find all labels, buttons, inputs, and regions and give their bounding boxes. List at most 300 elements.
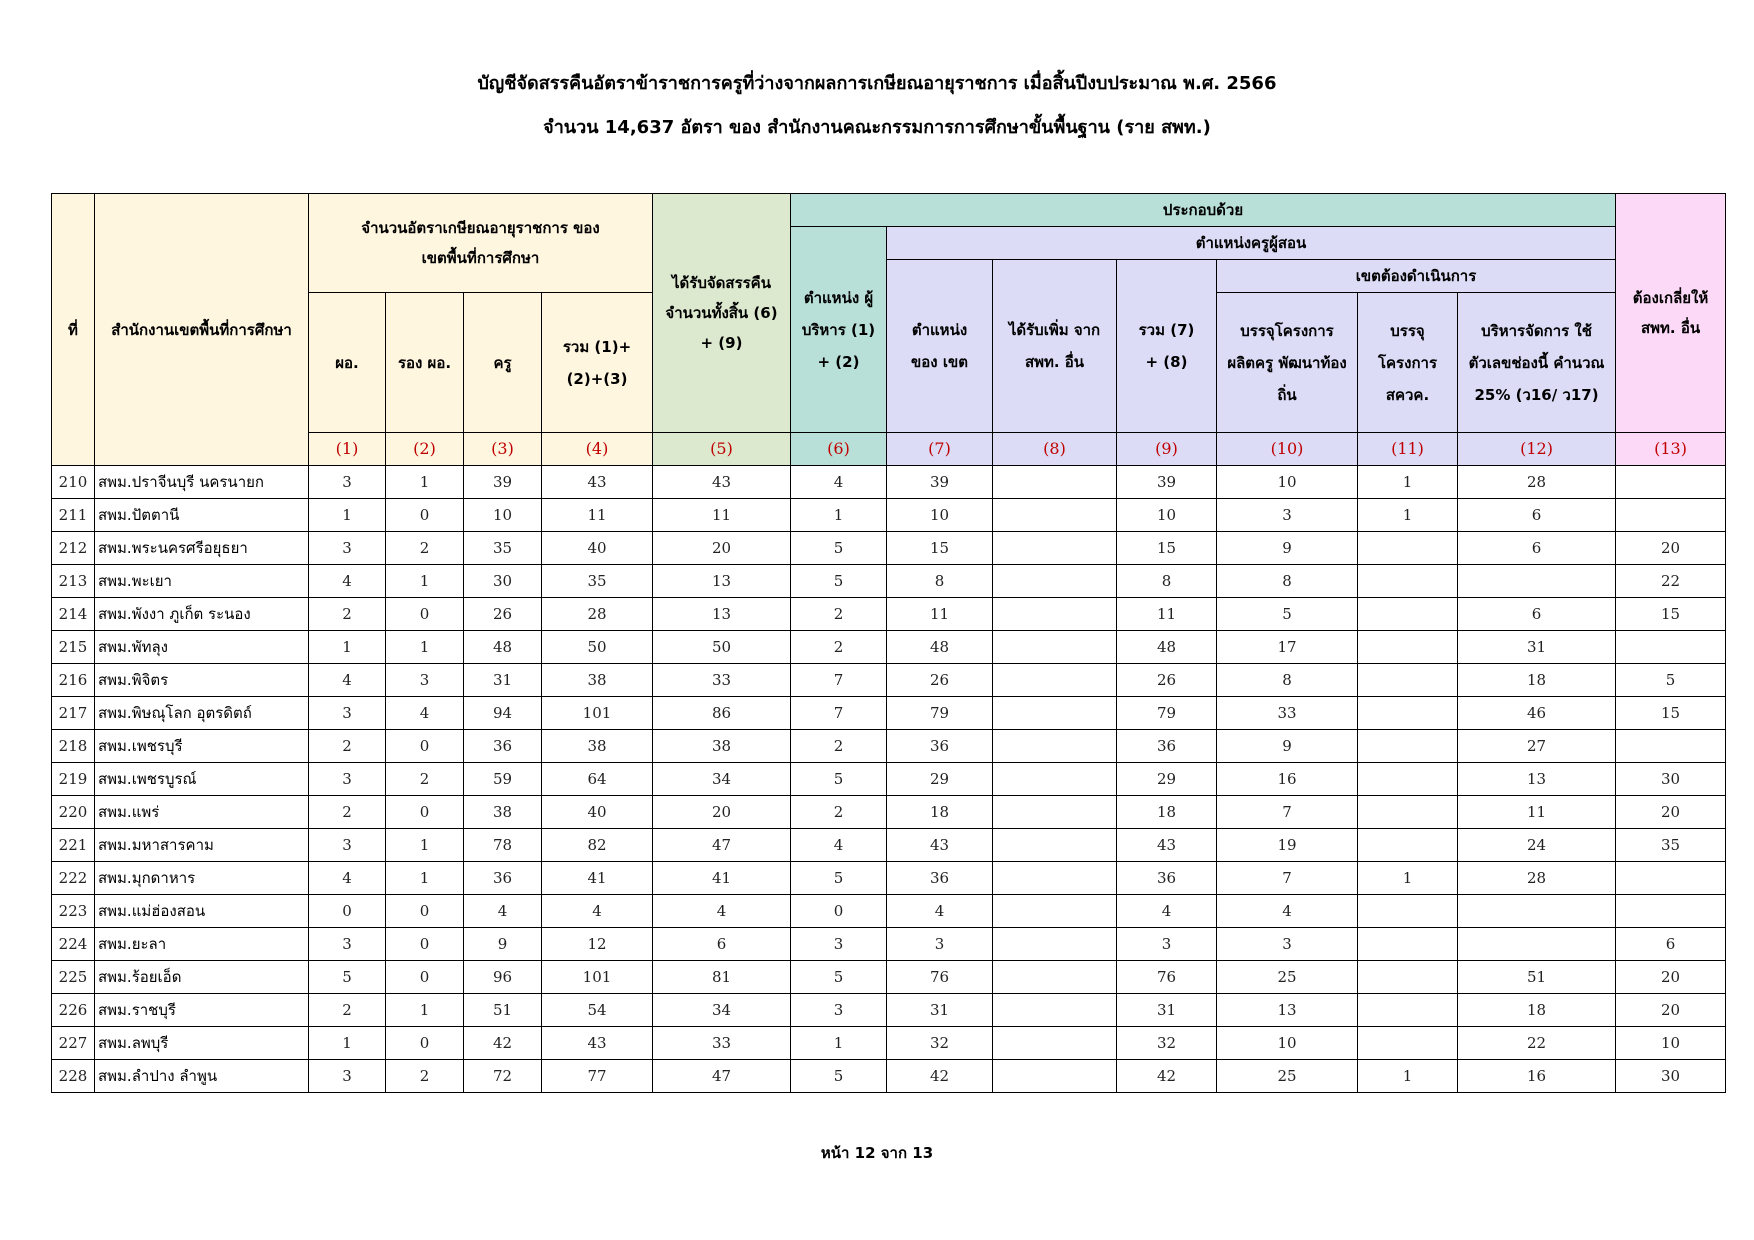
cell-col10: 16 [1217,763,1358,796]
cell-col13: 15 [1616,697,1726,730]
cell-col9: 48 [1117,631,1217,664]
office-name: สพม.ลำปาง ลำพูน [95,1060,309,1093]
col5-label: ได้รับจัดสรรคืน จำนวนทั้งสิ้น (6) + (9) [665,274,778,352]
col7-label: ตำแหน่งของ เขต [911,321,968,371]
header-col13 [1616,194,1726,433]
row-number: 224 [52,928,95,961]
row-number: 215 [52,631,95,664]
cell-col3: 78 [464,829,542,862]
row-number: 210 [52,466,95,499]
office-name: สพม.พิษณุโลก อุตรดิตถ์ [95,697,309,730]
cell-col3: 51 [464,994,542,1027]
cell-col6: 5 [791,532,887,565]
cell-col11 [1358,829,1458,862]
cell-col2: 1 [386,829,464,862]
cell-col7: 36 [887,862,993,895]
cell-col9: 42 [1117,1060,1217,1093]
cell-col10: 5 [1217,598,1358,631]
row-number: 213 [52,565,95,598]
row-number: 219 [52,763,95,796]
cell-col8 [993,928,1117,961]
cell-col7: 48 [887,631,993,664]
cell-col10: 7 [1217,796,1358,829]
cell-col12: 27 [1458,730,1616,763]
cell-col7: 43 [887,829,993,862]
row-number: 227 [52,1027,95,1060]
cell-col2: 2 [386,532,464,565]
allocation-table [51,193,1726,1093]
cell-col3: 39 [464,466,542,499]
table-row [52,862,1726,895]
cell-col4: 82 [542,829,653,862]
cell-col1: 2 [309,994,386,1027]
header-col2: รอง ผอ. [386,293,464,433]
colnum-3: (3) [464,433,542,466]
cell-col6: 3 [791,928,887,961]
cell-col6: 5 [791,961,887,994]
cell-col10: 9 [1217,730,1358,763]
cell-col9: 8 [1117,565,1217,598]
cell-col3: 9 [464,928,542,961]
col10-label: บรรจุโครงการ ผลิตครู พัฒนาท้องถิ่น [1227,321,1347,404]
col11-label: บรรจุ โครงการ สควค. [1377,321,1438,404]
cell-col4: 43 [542,1027,653,1060]
cell-col2: 0 [386,499,464,532]
cell-col1: 3 [309,763,386,796]
colnum-4: (4) [542,433,653,466]
cell-col7: 11 [887,598,993,631]
cell-col2: 0 [386,1027,464,1060]
cell-col9: 18 [1117,796,1217,829]
cell-col11 [1358,994,1458,1027]
cell-col2: 1 [386,565,464,598]
cell-col11 [1358,565,1458,598]
cell-col13: 20 [1616,532,1726,565]
cell-col13: 6 [1616,928,1726,961]
cell-col13 [1616,895,1726,928]
cell-col2: 1 [386,466,464,499]
cell-col12: 28 [1458,466,1616,499]
cell-col3: 38 [464,796,542,829]
cell-col3: 42 [464,1027,542,1060]
cell-col3: 4 [464,895,542,928]
cell-col5: 34 [653,994,791,1027]
cell-col11: 1 [1358,862,1458,895]
colnum-10: (10) [1217,433,1358,466]
colnum-11: (11) [1358,433,1458,466]
header-retire-group [309,194,653,293]
office-name: สพม.มุกดาหาร [95,862,309,895]
office-name: สพม.แพร่ [95,796,309,829]
cell-col11 [1358,1027,1458,1060]
office-name: สพม.ยะลา [95,928,309,961]
cell-col2: 0 [386,961,464,994]
cell-col2: 4 [386,697,464,730]
cell-col6: 0 [791,895,887,928]
cell-col10: 19 [1217,829,1358,862]
cell-col11 [1358,763,1458,796]
cell-col12: 13 [1458,763,1616,796]
cell-col2: 0 [386,598,464,631]
cell-col1: 3 [309,466,386,499]
cell-col3: 30 [464,565,542,598]
cell-col11: 1 [1358,499,1458,532]
cell-col7: 36 [887,730,993,763]
cell-col9: 36 [1117,730,1217,763]
cell-col6: 2 [791,796,887,829]
cell-col9: 11 [1117,598,1217,631]
colnum-2: (2) [386,433,464,466]
cell-col10: 13 [1217,994,1358,1027]
row-number: 218 [52,730,95,763]
cell-col1: 2 [309,796,386,829]
cell-col9: 36 [1117,862,1217,895]
cell-col12: 6 [1458,598,1616,631]
cell-col8 [993,565,1117,598]
cell-col4: 54 [542,994,653,1027]
cell-col9: 31 [1117,994,1217,1027]
cell-col5: 86 [653,697,791,730]
cell-col4: 50 [542,631,653,664]
cell-col5: 41 [653,862,791,895]
header-consist: ประกอบด้วย [791,194,1616,227]
header-col11 [1358,293,1458,433]
cell-col13: 15 [1616,598,1726,631]
cell-col7: 79 [887,697,993,730]
row-number: 226 [52,994,95,1027]
cell-col8 [993,664,1117,697]
cell-col13: 22 [1616,565,1726,598]
cell-col3: 72 [464,1060,542,1093]
cell-col1: 5 [309,961,386,994]
cell-col10: 8 [1217,565,1358,598]
cell-col5: 34 [653,763,791,796]
cell-col1: 3 [309,697,386,730]
table-row [52,895,1726,928]
cell-col13 [1616,730,1726,763]
row-number: 216 [52,664,95,697]
cell-col11 [1358,730,1458,763]
cell-col9: 43 [1117,829,1217,862]
cell-col5: 20 [653,796,791,829]
cell-col10: 4 [1217,895,1358,928]
cell-col7: 15 [887,532,993,565]
col6-label: ตำแหน่ง ผู้บริหาร (1) + (2) [801,288,876,371]
header-office: สำนักงานเขตพื้นที่การศึกษา [95,194,309,466]
cell-col7: 29 [887,763,993,796]
cell-col3: 48 [464,631,542,664]
cell-col3: 36 [464,862,542,895]
cell-col10: 3 [1217,928,1358,961]
document-title: บัญชีจัดสรรคืนอัตราข้าราชการครูที่ว่างจากผลการเกษียณอายุราชการ เมื่อสิ้นปีงบประมาณ พ.ศ. 2566 [477,73,1277,94]
cell-col1: 1 [309,1027,386,1060]
row-number: 228 [52,1060,95,1093]
office-name: สพม.พระนครศรีอยุธยา [95,532,309,565]
cell-col9: 4 [1117,895,1217,928]
cell-col5: 43 [653,466,791,499]
table-row [52,796,1726,829]
table-row [52,598,1726,631]
table-row [52,565,1726,598]
cell-col13 [1616,631,1726,664]
header-col7 [887,260,993,433]
cell-col4: 77 [542,1060,653,1093]
cell-col5: 4 [653,895,791,928]
cell-col13: 5 [1616,664,1726,697]
cell-col3: 10 [464,499,542,532]
cell-col8 [993,994,1117,1027]
cell-col12: 24 [1458,829,1616,862]
cell-col8 [993,895,1117,928]
cell-col8 [993,961,1117,994]
colnum-12: (12) [1458,433,1616,466]
cell-col8 [993,466,1117,499]
header-col6 [791,227,887,433]
cell-col12: 6 [1458,499,1616,532]
cell-col6: 1 [791,1027,887,1060]
cell-col13: 30 [1616,1060,1726,1093]
table-row [52,532,1726,565]
table-row [52,763,1726,796]
office-name: สพม.ลพบุรี [95,1027,309,1060]
cell-col1: 4 [309,664,386,697]
header-col3: ครู [464,293,542,433]
cell-col10: 7 [1217,862,1358,895]
header-col10 [1217,293,1358,433]
row-number: 214 [52,598,95,631]
cell-col5: 81 [653,961,791,994]
col8-label: ได้รับเพิ่ม จาก สพท. อื่น [1008,321,1101,371]
cell-col9: 10 [1117,499,1217,532]
cell-col4: 40 [542,796,653,829]
table-row [52,829,1726,862]
cell-col6: 5 [791,763,887,796]
cell-col11 [1358,928,1458,961]
row-number: 222 [52,862,95,895]
cell-col12: 11 [1458,796,1616,829]
table-row [52,730,1726,763]
cell-col4: 101 [542,697,653,730]
cell-col2: 0 [386,928,464,961]
cell-col10: 8 [1217,664,1358,697]
office-name: สพม.ราชบุรี [95,994,309,1027]
cell-col9: 26 [1117,664,1217,697]
cell-col12: 16 [1458,1060,1616,1093]
cell-col10: 17 [1217,631,1358,664]
office-name: สพม.พังงา ภูเก็ต ระนอง [95,598,309,631]
table-body [52,466,1726,1093]
table-row [52,1027,1726,1060]
cell-col13: 35 [1616,829,1726,862]
cell-col5: 13 [653,565,791,598]
cell-col3: 35 [464,532,542,565]
cell-col2: 0 [386,796,464,829]
cell-col6: 2 [791,598,887,631]
col4-label: รวม (1)+(2)+(3) [562,337,632,388]
col12-label: บริหารจัดการ ใช้ตัวเลขช่องนี้ คำนวณ 25% (ว16/ ว17) [1468,321,1605,404]
cell-col10: 25 [1217,1060,1358,1093]
header-col5 [653,194,791,433]
cell-col7: 3 [887,928,993,961]
cell-col8 [993,1027,1117,1060]
cell-col5: 47 [653,1060,791,1093]
office-name: สพม.มหาสารคาม [95,829,309,862]
table-row [52,697,1726,730]
cell-col13: 20 [1616,994,1726,1027]
cell-col12 [1458,928,1616,961]
cell-col6: 7 [791,697,887,730]
cell-col4: 28 [542,598,653,631]
cell-col13: 20 [1616,796,1726,829]
cell-col6: 4 [791,466,887,499]
cell-col9: 15 [1117,532,1217,565]
cell-col4: 41 [542,862,653,895]
cell-col7: 4 [887,895,993,928]
cell-col1: 3 [309,928,386,961]
cell-col1: 0 [309,895,386,928]
document-subtitle: จำนวน 14,637 อัตรา ของ สำนักงานคณะกรรมการการศึกษาขั้นพื้นฐาน (ราย สพท.) [543,117,1211,138]
cell-col8 [993,697,1117,730]
cell-col1: 1 [309,631,386,664]
row-number: 225 [52,961,95,994]
cell-col1: 2 [309,730,386,763]
table-row [52,631,1726,664]
row-number: 217 [52,697,95,730]
cell-col11 [1358,664,1458,697]
cell-col12: 22 [1458,1027,1616,1060]
cell-col9: 76 [1117,961,1217,994]
cell-col3: 36 [464,730,542,763]
cell-col2: 1 [386,994,464,1027]
cell-col9: 3 [1117,928,1217,961]
col13-label: ต้องเกลี่ยให้ สพท. อื่น [1632,289,1709,337]
colnum-5: (5) [653,433,791,466]
cell-col5: 33 [653,1027,791,1060]
cell-col6: 2 [791,631,887,664]
cell-col7: 32 [887,1027,993,1060]
cell-col8 [993,829,1117,862]
cell-col4: 38 [542,730,653,763]
cell-col12: 28 [1458,862,1616,895]
header-col8 [993,260,1117,433]
cell-col11 [1358,631,1458,664]
cell-col3: 31 [464,664,542,697]
header-col9 [1117,260,1217,433]
col9-label: รวม (7) + (8) [1138,321,1195,371]
table-row [52,664,1726,697]
cell-col4: 40 [542,532,653,565]
office-name: สพม.ปราจีนบุรี นครนายก [95,466,309,499]
cell-col12: 46 [1458,697,1616,730]
cell-col8 [993,862,1117,895]
header-col12 [1458,293,1616,433]
cell-col1: 3 [309,1060,386,1093]
cell-col4: 38 [542,664,653,697]
cell-col4: 64 [542,763,653,796]
cell-col8 [993,796,1117,829]
row-number: 221 [52,829,95,862]
cell-col7: 8 [887,565,993,598]
cell-col12: 18 [1458,664,1616,697]
cell-col1: 2 [309,598,386,631]
cell-col7: 31 [887,994,993,1027]
header-district-group: เขตต้องดำเนินการ [1217,260,1616,293]
cell-col12 [1458,565,1616,598]
cell-col7: 76 [887,961,993,994]
cell-col2: 2 [386,1060,464,1093]
cell-col13 [1616,862,1726,895]
cell-col8 [993,730,1117,763]
office-name: สพม.พะเยา [95,565,309,598]
table-row [52,961,1726,994]
colnum-13: (13) [1616,433,1726,466]
cell-col2: 0 [386,895,464,928]
cell-col8 [993,598,1117,631]
row-number: 223 [52,895,95,928]
cell-col11: 1 [1358,1060,1458,1093]
cell-col8 [993,532,1117,565]
cell-col4: 4 [542,895,653,928]
cell-col5: 38 [653,730,791,763]
cell-col5: 20 [653,532,791,565]
row-number: 220 [52,796,95,829]
cell-col12 [1458,895,1616,928]
cell-col4: 101 [542,961,653,994]
cell-col1: 3 [309,532,386,565]
colnum-6: (6) [791,433,887,466]
cell-col6: 3 [791,994,887,1027]
row-number: 211 [52,499,95,532]
cell-col13: 30 [1616,763,1726,796]
cell-col12: 51 [1458,961,1616,994]
cell-col5: 50 [653,631,791,664]
cell-col3: 94 [464,697,542,730]
retire-group-label: จำนวนอัตราเกษียณอายุราชการ ของเขตพื้นที่การศึกษา [361,219,600,267]
cell-col13: 20 [1616,961,1726,994]
cell-col11 [1358,961,1458,994]
office-name: สพม.ปัตตานี [95,499,309,532]
cell-col10: 3 [1217,499,1358,532]
cell-col6: 5 [791,565,887,598]
office-name: สพม.พัทลุง [95,631,309,664]
office-name: สพม.เพชรบูรณ์ [95,763,309,796]
office-name: สพม.ร้อยเอ็ด [95,961,309,994]
cell-col13 [1616,466,1726,499]
cell-col7: 39 [887,466,993,499]
cell-col11 [1358,598,1458,631]
cell-col10: 9 [1217,532,1358,565]
cell-col13: 10 [1616,1027,1726,1060]
cell-col1: 4 [309,565,386,598]
cell-col6: 1 [791,499,887,532]
cell-col6: 2 [791,730,887,763]
cell-col8 [993,499,1117,532]
cell-col4: 35 [542,565,653,598]
cell-col10: 10 [1217,466,1358,499]
cell-col2: 1 [386,631,464,664]
cell-col8 [993,631,1117,664]
table-row [52,928,1726,961]
cell-col2: 2 [386,763,464,796]
cell-col12: 6 [1458,532,1616,565]
cell-col2: 3 [386,664,464,697]
cell-col9: 39 [1117,466,1217,499]
table-row [52,994,1726,1027]
cell-col7: 10 [887,499,993,532]
cell-col11 [1358,532,1458,565]
cell-col10: 10 [1217,1027,1358,1060]
cell-col6: 4 [791,829,887,862]
